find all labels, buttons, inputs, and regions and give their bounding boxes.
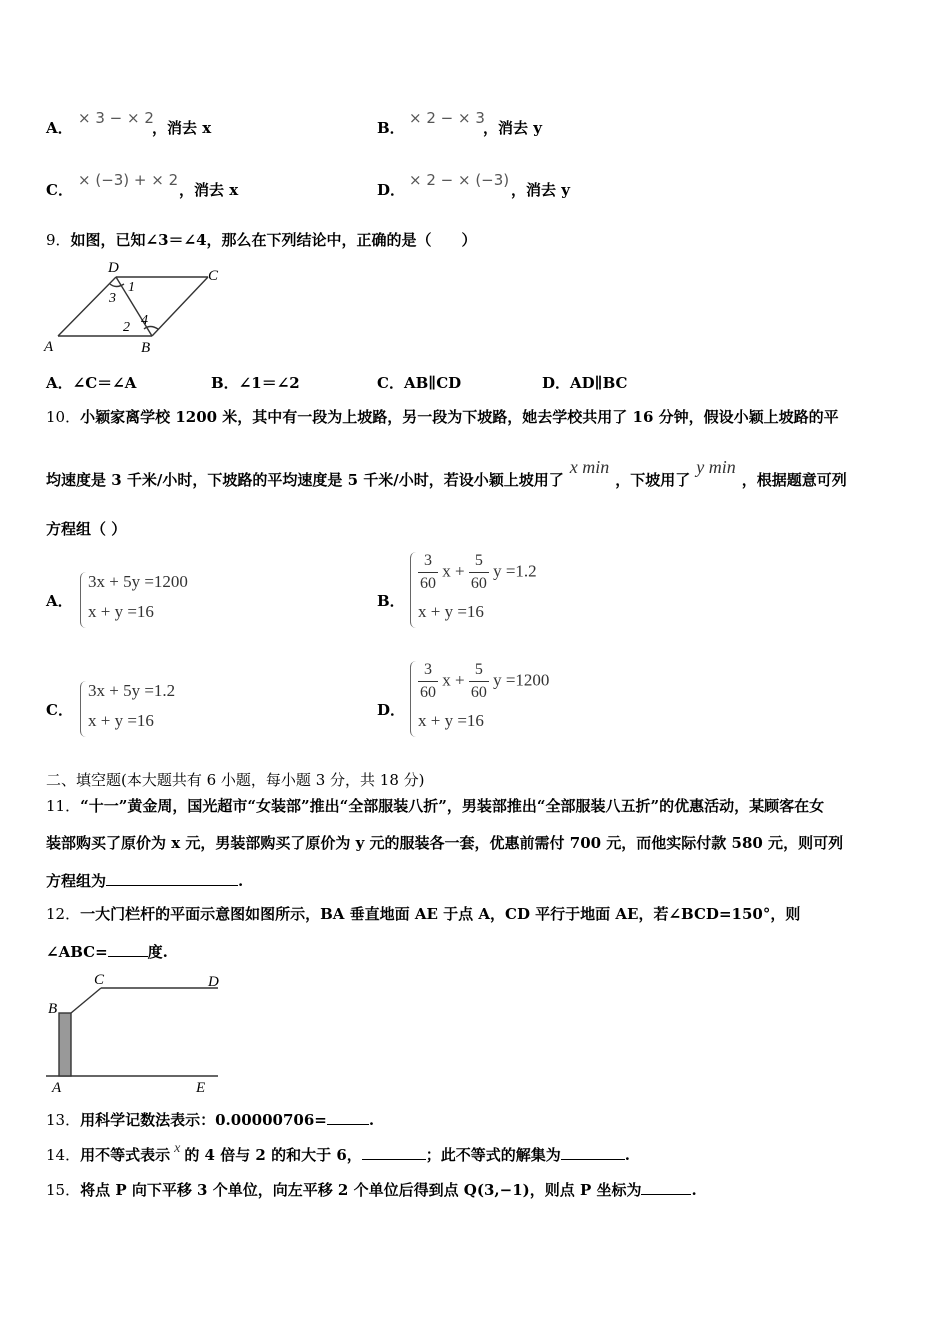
q10-option-a-label: A． xyxy=(46,592,73,610)
q10-line-1 xyxy=(46,406,839,427)
segment-bc xyxy=(152,277,208,336)
question-number: 10． xyxy=(46,408,81,426)
q9-figure xyxy=(40,256,230,356)
section-title: 二、填空题(本大题共有 6 小题，每小题 3 分，共 18 分) xyxy=(46,771,425,789)
fraction: $\frac{3}{60}$ xyxy=(420,552,436,592)
equation-1: 3x + 5y =1.2 xyxy=(88,681,176,700)
question-number: 14． xyxy=(46,1146,81,1164)
question-text: ，下坡用了 xyxy=(615,471,691,489)
var-x-min: x min xyxy=(569,457,610,477)
var-x: x xyxy=(174,1141,181,1156)
q8-option-c-expr: × (−3) + × 2 xyxy=(78,171,179,189)
equation-2: x + y =16 xyxy=(418,711,484,730)
q9-option-c xyxy=(377,372,461,393)
q8-option-d-tail: ，消去 y xyxy=(511,181,570,199)
q11-line-2: 装部购买了原价为 x 元，男装部购买了原价为 y 元的服装各一套，优惠前需付 700 元，而他实际付款 580 元，则可列 xyxy=(46,834,844,852)
answer-blank[interactable] xyxy=(327,1110,369,1125)
fraction: $\frac{5}{60}$ xyxy=(470,552,487,592)
q10-option-c-label: C． xyxy=(46,701,73,719)
point-c-label: C xyxy=(94,972,105,988)
question-number: 12． xyxy=(46,905,81,923)
option-label: D． xyxy=(377,181,406,199)
fraction: $\frac{5}{60}$ xyxy=(470,661,487,701)
option-label: B． xyxy=(377,119,405,137)
q8-option-b xyxy=(377,117,405,138)
answer-blank[interactable] xyxy=(108,942,148,957)
q8-option-b-tail: ，消去 y xyxy=(483,119,542,137)
q8-option-c xyxy=(46,179,73,200)
q10-line-2 xyxy=(46,457,847,490)
q14: 14．用不等式表示 x 的 4 倍与 2 的和大于 6， ；此不等式的解集为 . xyxy=(46,1141,631,1164)
segment-bc xyxy=(71,988,101,1013)
option-label: D． xyxy=(542,374,571,392)
question-number: 9． xyxy=(46,231,71,249)
question-text: 将点 P 向下平移 3 个单位，向左平移 2 个单位后得到点 Q(3,−1)，则点 P 坐标为 xyxy=(80,1181,642,1199)
post-ba xyxy=(59,1013,71,1076)
q8-option-d-expr: × 2 − × (−3) xyxy=(409,171,510,189)
option-label: A． xyxy=(46,119,73,137)
q9-option-a xyxy=(46,372,136,393)
equation-1: 3x + 5y =1200 xyxy=(88,572,188,591)
question-text: “十一”黄金周，国光超市“女装部”推出“全部服装八折”，男装部推出“全部服装八五折”的优惠活动，某顾客在女 xyxy=(80,797,825,815)
q9-option-b xyxy=(211,372,300,393)
question-number: 11． xyxy=(46,797,81,815)
question-text: ∠ABC= xyxy=(46,943,108,961)
equation-1: $\frac{3}{60}$ x + $\frac{5}{60}$ y =1200 xyxy=(418,659,549,704)
equation-2: x + y =16 xyxy=(88,711,154,730)
segment-ad xyxy=(58,277,116,336)
option-label: A． xyxy=(46,374,73,392)
q8-option-c-tail: ，消去 x xyxy=(179,181,239,199)
equation-1: $\frac{3}{60}$ x + $\frac{5}{60}$ y =1.2 xyxy=(418,550,537,595)
q8-option-d xyxy=(377,179,405,200)
option-label: C． xyxy=(377,374,404,392)
option-label: C． xyxy=(46,181,73,199)
option-text: AB∥CD xyxy=(403,374,462,392)
question-text: ，根据题意可列 xyxy=(741,471,847,489)
point-c-label: C xyxy=(208,268,219,284)
q11-line-3: 方程组为 . xyxy=(46,872,244,890)
fraction: $\frac{3}{60}$ xyxy=(420,661,436,701)
answer-blank[interactable] xyxy=(106,871,238,886)
point-a-label: A xyxy=(44,339,54,355)
q10-option-b-label: B． xyxy=(377,592,405,610)
q9-stem xyxy=(46,229,477,250)
option-text: ∠1＝∠2 xyxy=(238,374,300,392)
angle-3-label: 3 xyxy=(109,291,116,306)
point-b-label: B xyxy=(141,340,151,356)
question-text: 用科学记数法表示：0.00000706= xyxy=(80,1111,327,1129)
equation-2: x + y =16 xyxy=(418,602,484,621)
question-text: 一大门栏杆的平面示意图如图所示，BA 垂直地面 AE 于点 A，CD 平行于地面 AE，若∠BCD=150°，则 xyxy=(80,905,801,923)
question-text: 小颖家离学校 1200 米，其中有一段为上坡路，另一段为下坡路，她去学校共用了 16 分钟，假设小颖上坡路的平 xyxy=(80,408,839,426)
angle-1-label: 1 xyxy=(128,280,135,295)
question-number: 13． xyxy=(46,1111,81,1129)
var-y-min: y min xyxy=(696,457,736,477)
q15: 15．将点 P 向下平移 3 个单位，向左平移 2 个单位后得到点 Q(3,−1)，则点 P 坐标为 . xyxy=(46,1181,697,1199)
brace xyxy=(410,661,417,737)
q8-option-a-expr: × 3 − × 2 xyxy=(78,109,154,127)
option-label: B． xyxy=(211,374,239,392)
q11-line-1 xyxy=(46,795,824,816)
q9-option-d xyxy=(542,372,628,393)
option-text: ∠C＝∠A xyxy=(72,374,137,392)
option-text: AD∥BC xyxy=(570,374,628,392)
question-text: 如图，已知∠3＝∠4，那么在下列结论中，正确的是（ ） xyxy=(70,231,477,249)
angle-2-label: 2 xyxy=(123,320,130,335)
point-b-label: B xyxy=(48,1001,58,1017)
point-a-label: A xyxy=(52,1080,62,1096)
q8-option-a xyxy=(46,117,73,138)
brace xyxy=(80,681,87,737)
brace xyxy=(410,552,417,628)
q10-option-d-label: D． xyxy=(377,701,406,719)
q12-figure xyxy=(40,968,230,1098)
q8-option-a-tail: ，消去 x xyxy=(152,119,212,137)
point-d-label: D xyxy=(208,974,219,990)
point-d-label: D xyxy=(108,260,119,276)
q12-line-2: ∠ABC= 度. xyxy=(46,943,168,961)
q8-option-b-expr: × 2 − × 3 xyxy=(409,109,485,127)
angle-4-label: 4 xyxy=(141,313,148,328)
answer-blank-1[interactable] xyxy=(362,1145,426,1160)
point-e-label: E xyxy=(196,1080,206,1096)
q10-line-3: 方程组（ ） xyxy=(46,520,127,538)
brace xyxy=(80,572,87,628)
question-text: 方程组为 xyxy=(46,872,107,890)
question-number: 15． xyxy=(46,1181,81,1199)
question-text: 均速度是 3 千米/小时，下坡路的平均速度是 5 千米/小时，若设小颖上坡用了 xyxy=(46,471,564,489)
answer-blank[interactable] xyxy=(641,1180,691,1195)
equation-2: x + y =16 xyxy=(88,602,154,621)
answer-blank-2[interactable] xyxy=(561,1145,625,1160)
q13: 13．用科学记数法表示：0.00000706= . xyxy=(46,1111,375,1129)
question-text: 用不等式表示 xyxy=(80,1146,171,1164)
q12-line-1 xyxy=(46,903,800,924)
